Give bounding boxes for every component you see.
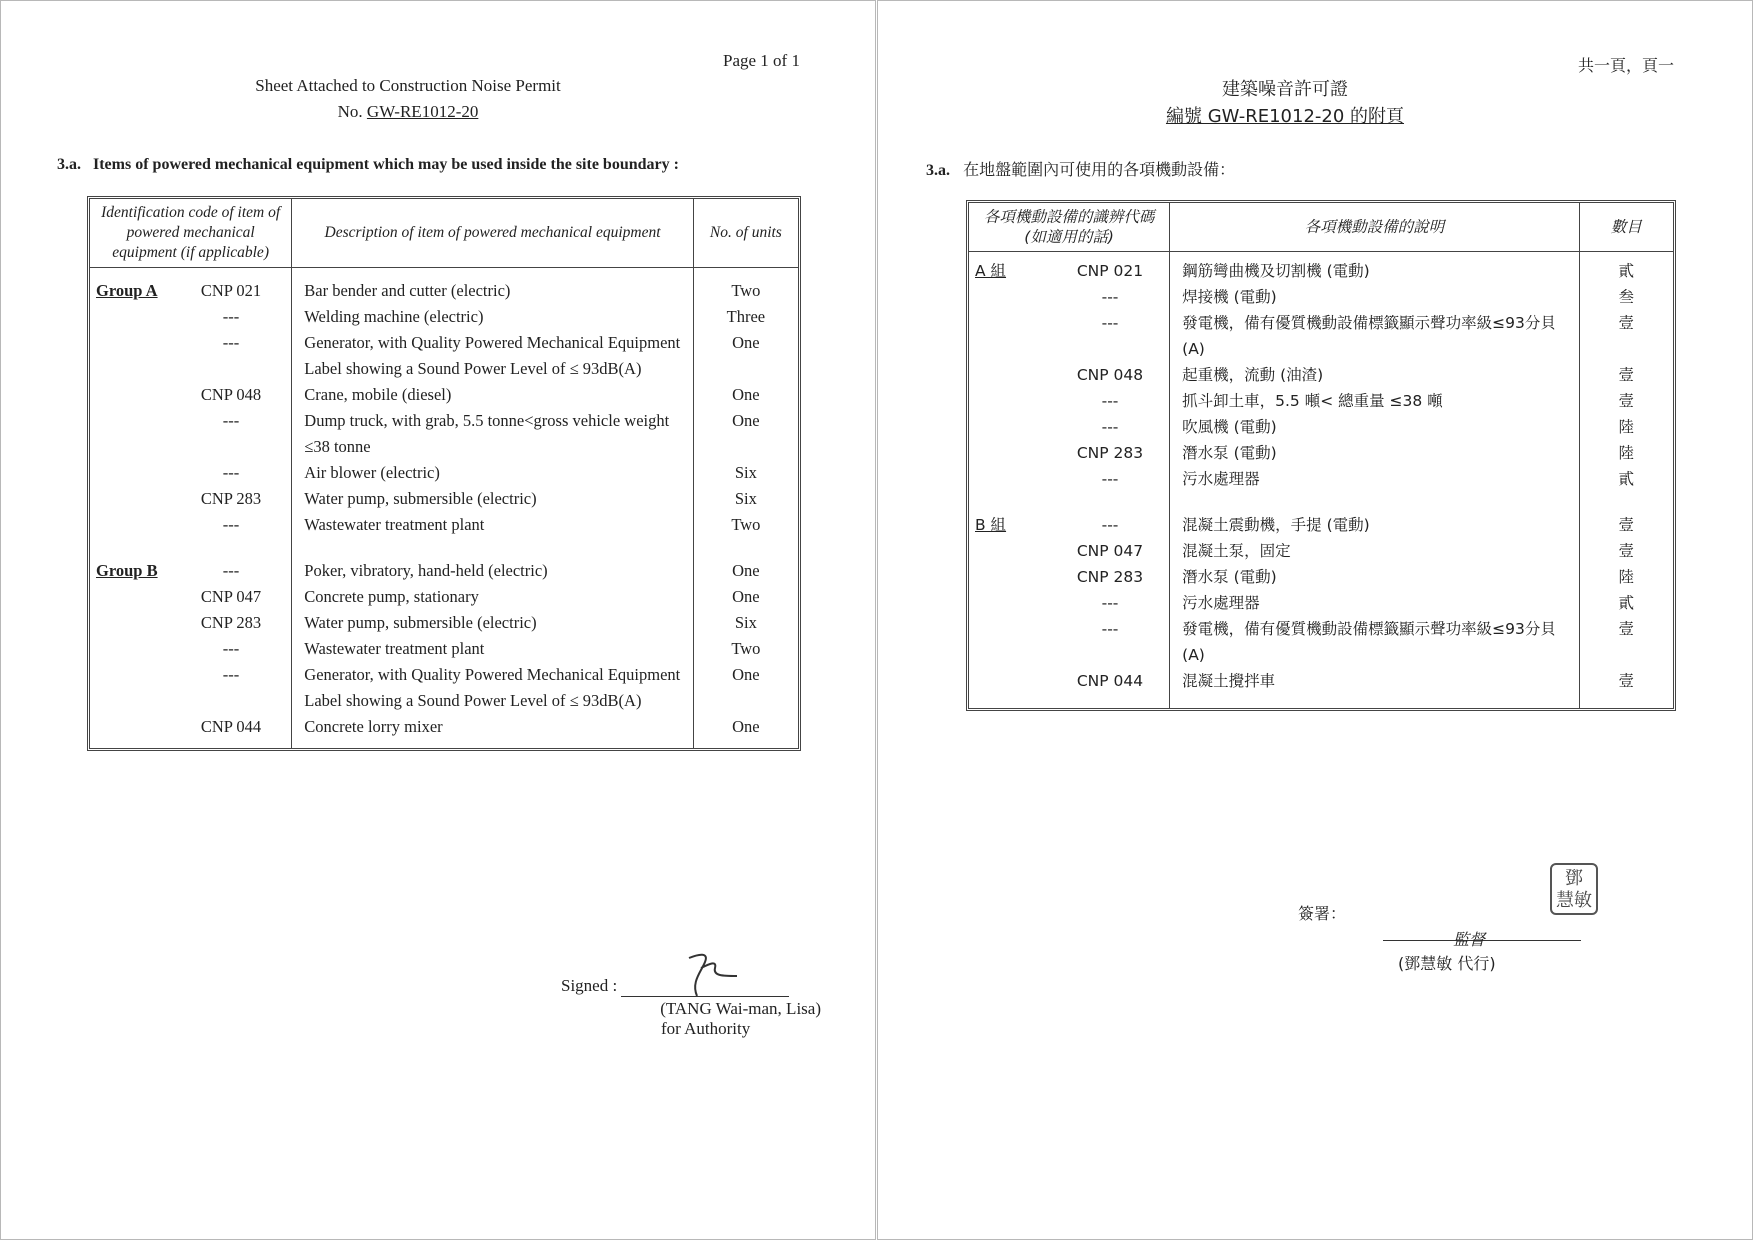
- equipment-units: 壹: [1618, 392, 1635, 410]
- code-cell: [90, 584, 292, 610]
- code-cell: [969, 258, 1170, 284]
- code-cell: [90, 486, 292, 512]
- table-row: [90, 460, 798, 486]
- equipment-units: One: [732, 587, 760, 606]
- units-cell: [1580, 440, 1673, 466]
- equipment-description: 起重機，流動 (油渣): [1182, 366, 1324, 384]
- supervisor-title: 監督: [1453, 930, 1486, 949]
- units-cell: [1580, 512, 1673, 538]
- equipment-units: Six: [734, 489, 757, 508]
- header-description: Description of item of powered mechanical equipment: [292, 199, 694, 268]
- code-cell: [969, 466, 1170, 492]
- units-cell: [694, 636, 798, 662]
- units-cell: [694, 460, 798, 486]
- equipment-description: 抓斗卸土車，5.5 噸< 總重量 ≤38 噸: [1182, 392, 1443, 410]
- code-cell: [969, 440, 1170, 466]
- code-cell: [90, 278, 292, 304]
- equipment-units: 壹: [1618, 542, 1635, 560]
- equipment-code: ---: [1101, 620, 1119, 638]
- equipment-code: CNP 044: [1076, 672, 1144, 690]
- equipment-units: 叁: [1618, 288, 1635, 306]
- page-label: 共一頁，頁一: [1578, 56, 1675, 75]
- table-row: [969, 590, 1673, 616]
- units-cell: [694, 304, 798, 330]
- equipment-units: Three: [726, 307, 766, 326]
- code-cell: [969, 590, 1170, 616]
- table-body: [90, 268, 798, 748]
- section-text: 在地盤範圍內可使用的各項機動設備：: [963, 160, 1236, 179]
- equipment-code: ---: [1101, 594, 1119, 612]
- description-cell: [292, 330, 694, 382]
- equipment-description: Crane, mobile (diesel): [304, 385, 452, 404]
- description-cell: [1170, 466, 1579, 492]
- equipment-code: CNP 283: [1076, 568, 1144, 586]
- table-row: [90, 584, 798, 610]
- units-cell: [694, 584, 798, 610]
- table-row: [969, 616, 1673, 668]
- table-row: [969, 512, 1673, 538]
- signed-label: 簽署：: [1298, 904, 1347, 923]
- equipment-units: One: [732, 333, 760, 352]
- equipment-code: ---: [1101, 392, 1119, 410]
- table-row: [90, 304, 798, 330]
- equipment-description: 發電機，備有優質機動設備標籤顯示聲功率級≤93分貝(A): [1182, 314, 1556, 358]
- spacer-cell: [694, 268, 798, 278]
- spacer-cell: [694, 740, 798, 748]
- equipment-code: CNP 048: [200, 385, 262, 404]
- units-cell: [1580, 388, 1673, 414]
- description-cell: [1170, 310, 1579, 362]
- equipment-code: CNP 044: [200, 717, 262, 736]
- section-heading: [926, 157, 1235, 180]
- equipment-units: One: [732, 385, 760, 404]
- equipment-units: 壹: [1618, 672, 1635, 690]
- units-cell: [1580, 258, 1673, 284]
- equipment-units: Two: [731, 639, 761, 658]
- section-number: 3.a.: [57, 156, 81, 173]
- units-cell: [1580, 310, 1673, 362]
- table-row: [90, 330, 798, 382]
- units-cell: [694, 408, 798, 460]
- signatory-name: (TANG Wai-man, Lisa): [660, 999, 821, 1018]
- table-row: [90, 558, 798, 584]
- section-text: Items of powered mechanical equipment which may be used inside the site boundary :: [93, 156, 679, 173]
- table-row: [969, 564, 1673, 590]
- equipment-units: Six: [734, 613, 757, 632]
- description-cell: [1170, 668, 1579, 694]
- header-code: Identification code of item of powered mechanical equipment (if applicable): [90, 199, 292, 268]
- units-cell: [694, 662, 798, 714]
- equipment-units: 貳: [1618, 594, 1635, 612]
- equipment-units: 壹: [1618, 366, 1635, 384]
- code-cell: [969, 414, 1170, 440]
- table-row: [969, 258, 1673, 284]
- equipment-code: CNP 283: [200, 489, 262, 508]
- code-cell: [969, 668, 1170, 694]
- description-cell: [1170, 388, 1579, 414]
- equipment-description: 發電機，備有優質機動設備標籤顯示聲功率級≤93分貝(A): [1182, 620, 1556, 664]
- equipment-description: Water pump, submersible (electric): [304, 613, 537, 632]
- description-cell: [292, 610, 694, 636]
- table-row: [90, 610, 798, 636]
- description-cell: [1170, 590, 1579, 616]
- section-number: 3.a.: [926, 162, 950, 179]
- spacer-row: [90, 740, 798, 748]
- description-cell: [292, 636, 694, 662]
- table-row: [969, 440, 1673, 466]
- code-cell: [969, 362, 1170, 388]
- equipment-code: ---: [222, 515, 240, 534]
- units-cell: [694, 486, 798, 512]
- spacer-cell: [292, 268, 694, 278]
- units-cell: [694, 512, 798, 538]
- units-cell: [1580, 616, 1673, 668]
- header-code: 各項機動設備的識辨代碼 (如適用的話): [969, 203, 1170, 252]
- equipment-code: ---: [222, 307, 240, 326]
- for-authority: for Authority: [661, 1019, 751, 1038]
- code-cell: [90, 662, 292, 714]
- table-row: [90, 714, 798, 740]
- equipment-units: One: [732, 717, 760, 736]
- spacer-row: [90, 538, 798, 558]
- spacer-row: [90, 268, 798, 278]
- code-cell: [969, 512, 1170, 538]
- description-cell: [292, 714, 694, 740]
- equipment-description: Generator, with Quality Powered Mechanical Equipment Label showing a Sound Power Level of ≤ 93dB(A): [304, 665, 681, 710]
- equipment-units: 壹: [1618, 314, 1635, 332]
- equipment-code: ---: [1101, 470, 1119, 488]
- equipment-code: ---: [1101, 288, 1119, 306]
- equipment-units: 壹: [1618, 620, 1635, 638]
- equipment-table: [87, 196, 801, 751]
- table-row: [90, 408, 798, 460]
- description-cell: [292, 304, 694, 330]
- spacer-row: [969, 492, 1673, 512]
- units-cell: [694, 714, 798, 740]
- units-cell: [1580, 668, 1673, 694]
- units-cell: [694, 382, 798, 408]
- on-behalf-note: (鄧慧敏 代行): [1398, 954, 1496, 973]
- permit-number-line: [0, 102, 845, 122]
- equipment-description: Dump truck, with grab, 5.5 tonne<gross vehicle weight ≤38 tonne: [304, 411, 670, 456]
- description-cell: [1170, 258, 1579, 284]
- group-label: Group A: [96, 281, 158, 300]
- header-units: 數目: [1580, 203, 1673, 252]
- units-cell: [1580, 466, 1673, 492]
- table-row: [90, 382, 798, 408]
- equipment-units: 陸: [1618, 418, 1635, 436]
- spacer-row: [969, 694, 1673, 708]
- table-header-row: [969, 203, 1673, 252]
- code-cell: [90, 714, 292, 740]
- table-row: [90, 512, 798, 538]
- equipment-description: Welding machine (electric): [304, 307, 484, 326]
- permit-number: 編號 GW-RE1012-20 的附頁: [1165, 106, 1405, 127]
- equipment-description: 焊接機 (電動): [1182, 288, 1277, 306]
- equipment-code: CNP 021: [200, 281, 262, 300]
- signed-label: Signed :: [561, 976, 618, 995]
- table-row: [969, 538, 1673, 564]
- description-cell: [292, 382, 694, 408]
- chinese-page: [877, 0, 1753, 1240]
- equipment-description: 混凝土震動機，手提 (電動): [1182, 516, 1370, 534]
- code-cell: [90, 330, 292, 382]
- code-cell: [969, 388, 1170, 414]
- description-cell: [292, 408, 694, 460]
- code-cell: [969, 538, 1170, 564]
- header-description: 各項機動設備的說明: [1170, 203, 1579, 252]
- equipment-code: CNP 047: [1076, 542, 1144, 560]
- permit-number-line: [877, 102, 1722, 128]
- description-cell: [1170, 616, 1579, 668]
- units-cell: [694, 330, 798, 382]
- spacer-cell: [90, 268, 292, 278]
- description-cell: [292, 584, 694, 610]
- spacer-cell: [1580, 492, 1673, 512]
- units-cell: [1580, 362, 1673, 388]
- units-cell: [1580, 538, 1673, 564]
- description-cell: [1170, 284, 1579, 310]
- equipment-units: Two: [731, 281, 761, 300]
- description-cell: [292, 460, 694, 486]
- units-cell: [1580, 284, 1673, 310]
- equipment-description: 鋼筋彎曲機及切割機 (電動): [1182, 262, 1370, 280]
- equipment-description: Poker, vibratory, hand-held (electric): [304, 561, 548, 580]
- code-cell: [90, 610, 292, 636]
- equipment-units: 貳: [1618, 262, 1635, 280]
- group-label: B 組: [975, 516, 1007, 534]
- code-cell: [90, 304, 292, 330]
- spacer-cell: [1170, 492, 1579, 512]
- table-row: [969, 668, 1673, 694]
- description-cell: [292, 558, 694, 584]
- group-label: A 組: [975, 262, 1007, 280]
- table-row: [969, 362, 1673, 388]
- description-cell: [292, 662, 694, 714]
- spacer-cell: [90, 740, 292, 748]
- units-cell: [1580, 414, 1673, 440]
- spacer-cell: [1170, 694, 1579, 708]
- equipment-code: ---: [222, 639, 240, 658]
- spacer-cell: [969, 694, 1170, 708]
- equipment-units: 貳: [1618, 470, 1635, 488]
- units-cell: [1580, 564, 1673, 590]
- equipment-code: ---: [222, 333, 240, 352]
- equipment-description: Water pump, submersible (electric): [304, 489, 537, 508]
- description-cell: [1170, 512, 1579, 538]
- equipment-code: CNP 048: [1076, 366, 1144, 384]
- equipment-units: Six: [734, 463, 757, 482]
- page-label: Page 1 of 1: [723, 51, 800, 70]
- code-cell: [90, 558, 292, 584]
- equipment-code: CNP 021: [1076, 262, 1144, 280]
- code-cell: [90, 408, 292, 460]
- official-seal-icon: 鄧 慧敏: [1550, 863, 1598, 915]
- units-cell: [694, 278, 798, 304]
- table-row: [969, 284, 1673, 310]
- table-body: [969, 252, 1673, 708]
- spacer-cell: [292, 740, 694, 748]
- equipment-description: 污水處理器: [1182, 470, 1260, 488]
- equipment-description: 潛水泵 (電動): [1182, 444, 1277, 462]
- section-heading: [57, 156, 679, 174]
- equipment-code: ---: [1101, 418, 1119, 436]
- equipment-description: Generator, with Quality Powered Mechanical Equipment Label showing a Sound Power Level of ≤ 93dB(A): [304, 333, 681, 378]
- equipment-code: ---: [222, 561, 240, 580]
- spacer-cell: [90, 538, 292, 558]
- equipment-code: CNP 047: [200, 587, 262, 606]
- code-cell: [969, 284, 1170, 310]
- spacer-cell: [1580, 694, 1673, 708]
- units-cell: [1580, 590, 1673, 616]
- table-header-row: [90, 199, 798, 268]
- signature-block: [561, 976, 821, 1039]
- description-cell: [1170, 362, 1579, 388]
- equipment-units: Two: [731, 515, 761, 534]
- title-line: 建築噪音許可證: [1222, 79, 1348, 100]
- header-units: No. of units: [694, 199, 798, 268]
- equipment-units: 陸: [1618, 568, 1635, 586]
- equipment-code: CNP 283: [200, 613, 262, 632]
- equipment-description: 混凝土泵，固定: [1182, 542, 1291, 560]
- permit-no-prefix: No.: [337, 102, 363, 121]
- equipment-description: Wastewater treatment plant: [304, 515, 485, 534]
- code-cell: [969, 616, 1170, 668]
- code-cell: [969, 564, 1170, 590]
- code-cell: [90, 460, 292, 486]
- equipment-description: Wastewater treatment plant: [304, 639, 485, 658]
- equipment-description: Air blower (electric): [304, 463, 440, 482]
- equipment-description: Concrete lorry mixer: [304, 717, 443, 736]
- group-label: Group B: [96, 561, 158, 580]
- equipment-units: 陸: [1618, 444, 1635, 462]
- code-cell: [90, 636, 292, 662]
- table-row: [969, 466, 1673, 492]
- table-row: [969, 388, 1673, 414]
- table-row: [90, 662, 798, 714]
- description-cell: [292, 512, 694, 538]
- table-row: [969, 414, 1673, 440]
- equipment-code: ---: [222, 665, 240, 684]
- code-cell: [90, 382, 292, 408]
- equipment-units: One: [732, 411, 760, 430]
- equipment-units: 壹: [1618, 516, 1635, 534]
- equipment-code: CNP 283: [1076, 444, 1144, 462]
- equipment-description: 混凝土攪拌車: [1182, 672, 1276, 690]
- equipment-units: One: [732, 665, 760, 684]
- table-row: [90, 636, 798, 662]
- description-cell: [1170, 414, 1579, 440]
- spacer-cell: [292, 538, 694, 558]
- description-cell: [1170, 564, 1579, 590]
- equipment-description: Concrete pump, stationary: [304, 587, 479, 606]
- description-cell: [292, 278, 694, 304]
- signature-icon: [679, 946, 749, 1001]
- equipment-table: [966, 200, 1676, 711]
- units-cell: [694, 558, 798, 584]
- english-page: [0, 0, 876, 1240]
- equipment-code: ---: [1101, 516, 1119, 534]
- equipment-description: 污水處理器: [1182, 594, 1260, 612]
- title-line: Sheet Attached to Construction Noise Permit: [255, 76, 561, 95]
- equipment-code: ---: [1101, 314, 1119, 332]
- code-cell: [90, 512, 292, 538]
- description-cell: [1170, 440, 1579, 466]
- code-cell: [969, 310, 1170, 362]
- units-cell: [694, 610, 798, 636]
- spacer-cell: [694, 538, 798, 558]
- permit-number: GW-RE1012-20: [366, 102, 479, 121]
- equipment-code: ---: [222, 463, 240, 482]
- table-row: [90, 486, 798, 512]
- equipment-description: 潛水泵 (電動): [1182, 568, 1277, 586]
- spacer-cell: [969, 492, 1170, 512]
- table-row: [90, 278, 798, 304]
- equipment-description: Bar bender and cutter (electric): [304, 281, 511, 300]
- description-cell: [1170, 538, 1579, 564]
- equipment-units: One: [732, 561, 760, 580]
- equipment-code: ---: [222, 411, 240, 430]
- table-row: [969, 310, 1673, 362]
- description-cell: [292, 486, 694, 512]
- equipment-description: 吹風機 (電動): [1182, 418, 1277, 436]
